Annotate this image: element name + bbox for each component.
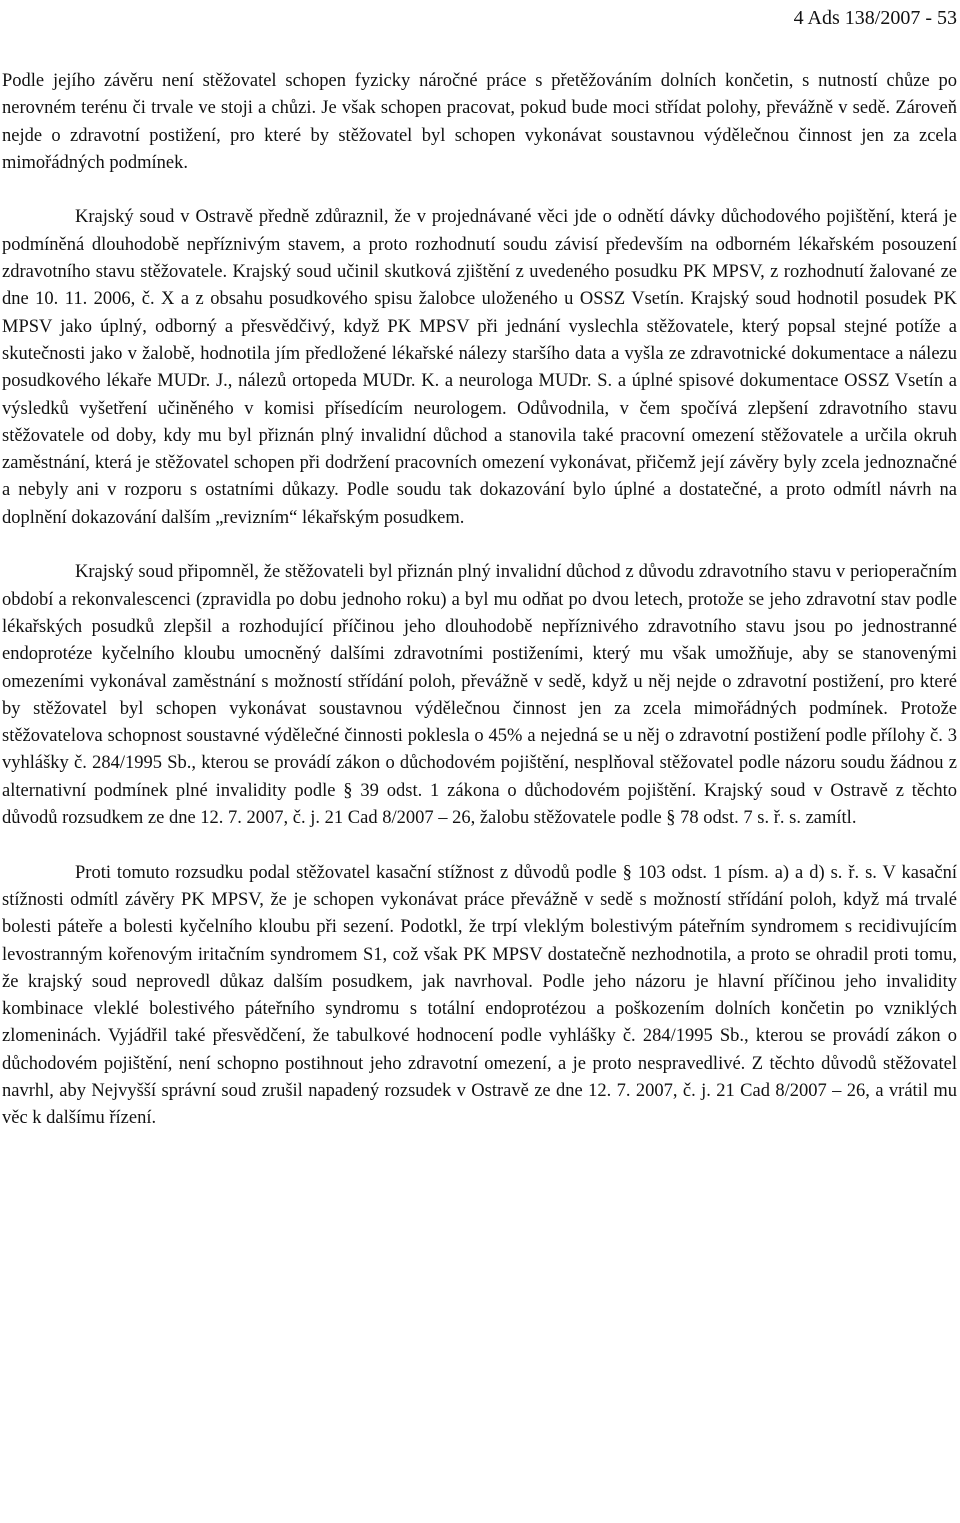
paragraph-4: Proti tomuto rozsudku podal stěžovatel kasační stížnost z důvodů podle § 103 odst. 1 písm. a) a d) s. ř. s. V kasační stížnosti odmítl závěry PK MPSV, že je schopen vykonávat práce převážně v sedě s možností střídání poloh, když má trvalé bolesti páteře a bolesti kyčelního kloubu při sezení. Podotkl, že trpí vleklým bolestivým páteřním syndromem s recidivujícím levostranným kořenovým iritačním syndromem S1, což však PK MPSV dostatečně nezhodnotila, a proto se ohradil proti tomu, že krajský soud neprovedl důkaz dalším posudkem, jak navrhoval. Podle jeho názoru je hlavní příčinou jeho invalidity kombinace vleklé bolestivého páteřního syndromu s totální endoprotézou a poškozením dolních končetin po vzniklých zlomeninách. Vyjádřil také přesvědčení, že tabulkové hodnocení podle vyhlášky č. 284/1995 Sb., kterou se provádí zákon o důchodovém pojištění, není schopno postihnout jeho zdravotní omezení, a je proto nespravedlivé. Z těchto důvodů stěžovatel navrhl, aby Nejvyšší správní soud zrušil napadený rozsudek v Ostravě ze dne 12. 7. 2007, č. j. 21 Cad 8/2007 – 26, a vrátil mu věc k dalšímu řízení. [2,862,957,1129]
document-body [2,68,957,1133]
document-page [2,0,957,1523]
page-header-reference: 4 Ads 138/2007 - 53 [793,7,957,29]
paragraph-2: Krajský soud v Ostravě předně zdůraznil, že v projednávané věci jde o odnětí dávky důchodového pojištění, která je podmíněná dlouhodobě nepříznivým stavem, a proto rozhodnutí soudu závisí především na odborném lékařském posouzení zdravotního stavu stěžovatele. Krajský soud učinil skutková zjištění z uvedeného posudku PK MPSV, z rozhodnutí žalované ze dne 10. 11. 2006, č. X a z obsahu posudkového spisu žalobce uloženého u OSSZ Vsetín. Krajský soud hodnotil posudek PK MPSV jako úplný, odborný a přesvědčivý, když PK MPSV při jednání vyslechla stěžovatele, který popsal stejné potíže a skutečnosti jako v žalobě, hodnotila jím předložené lékařské nálezy staršího data a vyšla ze zdravotnické dokumentace a nálezu posudkového lékaře MUDr. J., nálezů ortopeda MUDr. K. a neurologa MUDr. S. a úplné spisové dokumentace OSSZ Vsetín a výsledků vyšetření učiněného v komisi přísedícím neurologem. Odůvodnila, v čem spočívá zlepšení zdravotního stavu stěžovatele od doby, kdy mu byl přiznán plný invalidní důchod a stanovila také pracovní omezení stěžovatele a určila okruh zaměstnání, která je stěžovatel schopen při dodržení pracovních omezení vykonávat, přičemž její závěry byly zcela jednoznačné a nebyly ani v rozporu s ostatními důkazy. Podle soudu tak dokazování bylo úplné a dostatečné, a proto odmítl návrh na doplnění dokazování dalším „revizním“ lékařským posudkem. [2,207,957,528]
paragraph-1: Podle jejího závěru není stěžovatel schopen fyzicky náročné práce s přetěžováním dolních končetin, s nutností chůze po nerovném terénu či trvale ve stoji a chůzi. Je však schopen pracovat, pokud bude moci střídat polohy, převážně v sedě. Zároveň nejde o zdravotní postižení, pro které by stěžovatel byl schopen vykonávat soustavnou výdělečnou činnost jen za zcela mimořádných podmínek. [2,71,957,173]
paragraph-3: Krajský soud připomněl, že stěžovateli byl přiznán plný invalidní důchod z důvodu zdravotního stavu v perioperačním období a rekonvalescenci (zpravidla po dobu jednoho roku) a byl mu odňat po dvou letech, protože se jeho zdravotní stav podle lékařských posudků zlepšil a rozhodující příčinou jeho dlouhodobě nepříznivého zdravotního stavu jsou po jednostranné endoprotéze kyčelního kloubu umocněný dalšími zdravotními postiženími, který mu však umožňuje, aby se stanovenými omezeními vykonával zaměstnání s možností střídání poloh, převážně v sedě, když u něj nejde o zdravotní postižení, pro které by stěžovatel byl schopen vykonávat soustavnou výdělečnou činnost jen za zcela mimořádných podmínek. Protože stěžovatelova schopnost soustavné výdělečné činnosti poklesla o 45% a nejedná se u něj o zdravotní postižení podle přílohy č. 3 vyhlášky č. 284/1995 Sb., kterou se provádí zákon o důchodovém pojištění, nesplňoval stěžovatel podle názoru soudu žádnou z alternativní podmínek plné invalidity podle § 39 odst. 1 zákona o důchodovém pojištění. Krajský soud v Ostravě z těchto důvodů rozsudkem ze dne 12. 7. 2007, č. j. 21 Cad 8/2007 – 26, žalobu stěžovatele podle § 78 odst. 7 s. ř. s. zamítl. [2,562,957,829]
